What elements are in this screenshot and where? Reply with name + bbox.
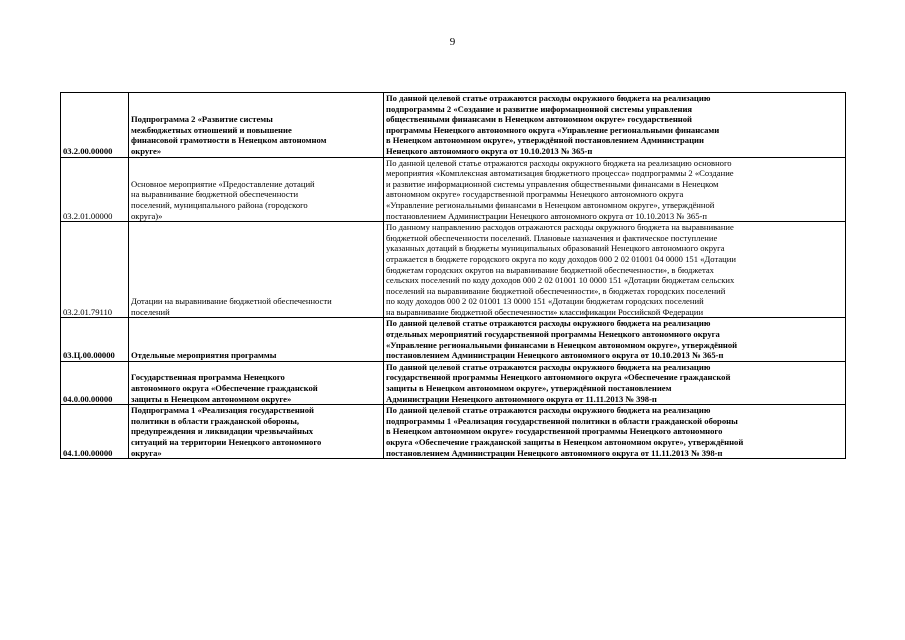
item-description: По данной целевой статье отражаются расходы окружного бюджета на реализацию подпрограммы 2 «Создание и развитие информационной системы управления общественными финансами в Ненецком автономном округе» государственной программы Ненецкого автономного округа «Управление региональными финансами в Ненецком автономном округе», утверждённой постановлением Администрации Ненецкого автономного округа от 10.10.2013 № 365-п	[386, 93, 720, 156]
item-description: По данной целевой статье отражаются расходы окружного бюджета на реализацию отдельных мероприятий государственной программы Ненецкого автономного округа «Управление региональными финансами в Ненецком автономном округе», утверждённой постановлением Администрации Ненецкого автономного округа от 10.10.2013 № 365-п	[386, 318, 738, 361]
target-code-cell	[61, 405, 129, 459]
target-code-cell	[61, 361, 129, 404]
item-description: По данной целевой статье отражаются расходы окружного бюджета на реализацию подпрограммы 1 «Реализация государственной политики в области гражданской обороны в Ненецком автономном округе» государственной программы Ненецкого автономного округа «Обеспечение гражданской защиты в Ненецком автономном округе», утверждённой постановлением Администрации Ненецкого автономного округа от 11.11.2013 № 398-п	[386, 405, 744, 458]
description-cell	[384, 222, 846, 318]
table-row	[61, 318, 846, 361]
description-cell	[384, 405, 846, 459]
item-name: Отдельные мероприятия программы	[131, 350, 277, 361]
target-code-cell	[61, 222, 129, 318]
table-body	[61, 93, 846, 459]
item-name-cell	[129, 93, 384, 158]
item-name: Дотации на выравнивание бюджетной обеспеченности поселений	[131, 296, 332, 317]
target-code: 03.2.01.00000	[63, 210, 113, 221]
item-name: Государственная программа Ненецкого автономного округа «Обеспечение гражданской защиты в Ненецком автономном округе»	[131, 372, 318, 404]
item-description: По данной целевой статье отражаются расходы окружного бюджета на реализацию основного мероприятия «Комплексная автоматизация бюджетного процесса» подпрограммы 2 «Создание и развитие информационной системы управления общественными финансами в Ненецком автономном округе» государственной программы Ненецкого автономного округа «Управление региональными финансами в Ненецком автономном округе», утверждённой постановлением Администрации Ненецкого автономного округа от 10.10.2013 № 365-п	[386, 157, 734, 221]
table-row	[61, 222, 846, 318]
item-name-cell	[129, 405, 384, 459]
description-cell	[384, 157, 846, 222]
table-row	[61, 405, 846, 459]
target-code-cell	[61, 318, 129, 361]
item-name: Подпрограмма 1 «Реализация государственной политики в области гражданской обороны, предупреждения и ликвидации чрезвычайных ситуаций на территории Ненецкого автономного округа»	[131, 405, 322, 458]
item-description: По данному направлению расходов отражаются расходы окружного бюджета на выравнивание бюджетной обеспеченности поселений. Плановые назначения и фактическое поступление указанных дотаций в бюджеты муниципальных образований Ненецкого автономного округа отражается в бюджете городского округа по коду доходов 000 2 02 01001 04 0000 151 «Дотации бюджетам городских округов на выравнивание бюджетной обеспеченности», в бюджетах сельских поселений по коду доходов 000 2 02 01001 10 0000 151 «Дотации бюджетам сельских поселений на выравнивание бюджетной обеспеченности», в бюджетах городских поселений по коду доходов 000 2 02 01001 13 0000 151 «Дотации бюджетам городских поселений на выравнивание бюджетной обеспеченности» классификации Российской Федерации	[386, 222, 736, 317]
description-cell	[384, 361, 846, 404]
target-code: 04.0.00.00000	[63, 393, 113, 404]
table-row	[61, 361, 846, 404]
target-code: 03.2.01.79110	[63, 306, 113, 317]
item-name-cell	[129, 318, 384, 361]
item-name-cell	[129, 157, 384, 222]
item-name-cell	[129, 361, 384, 404]
target-code: 03.2.00.00000	[63, 145, 113, 156]
target-code: 04.1.00.00000	[63, 447, 113, 458]
description-cell	[384, 318, 846, 361]
item-name-cell	[129, 222, 384, 318]
description-cell	[384, 93, 846, 158]
item-description: По данной целевой статье отражаются расходы окружного бюджета на реализацию государственной программы Ненецкого автономного округа «Обеспечение гражданской защиты в Ненецком автономном округе», утверждённой постановлением Администрации Ненецкого автономного округа от 11.11.2013 № 398-п	[386, 361, 731, 404]
item-name: Основное мероприятие «Предоставление дотаций на выравнивание бюджетной обеспеченности поселений, муниципального района (городского округа)»	[131, 178, 315, 221]
target-code-cell	[61, 93, 129, 158]
budget-classification-table	[60, 92, 846, 459]
target-code-cell	[61, 157, 129, 222]
target-code: 03.Ц.00.00000	[63, 350, 115, 361]
table-row	[61, 93, 846, 158]
item-name: Подпрограмма 2 «Развитие системы межбюджетных отношений и повышение финансовой грамотности в Ненецком автономном округе»	[131, 114, 327, 156]
page-number: 9	[449, 36, 456, 48]
table-row	[61, 157, 846, 222]
